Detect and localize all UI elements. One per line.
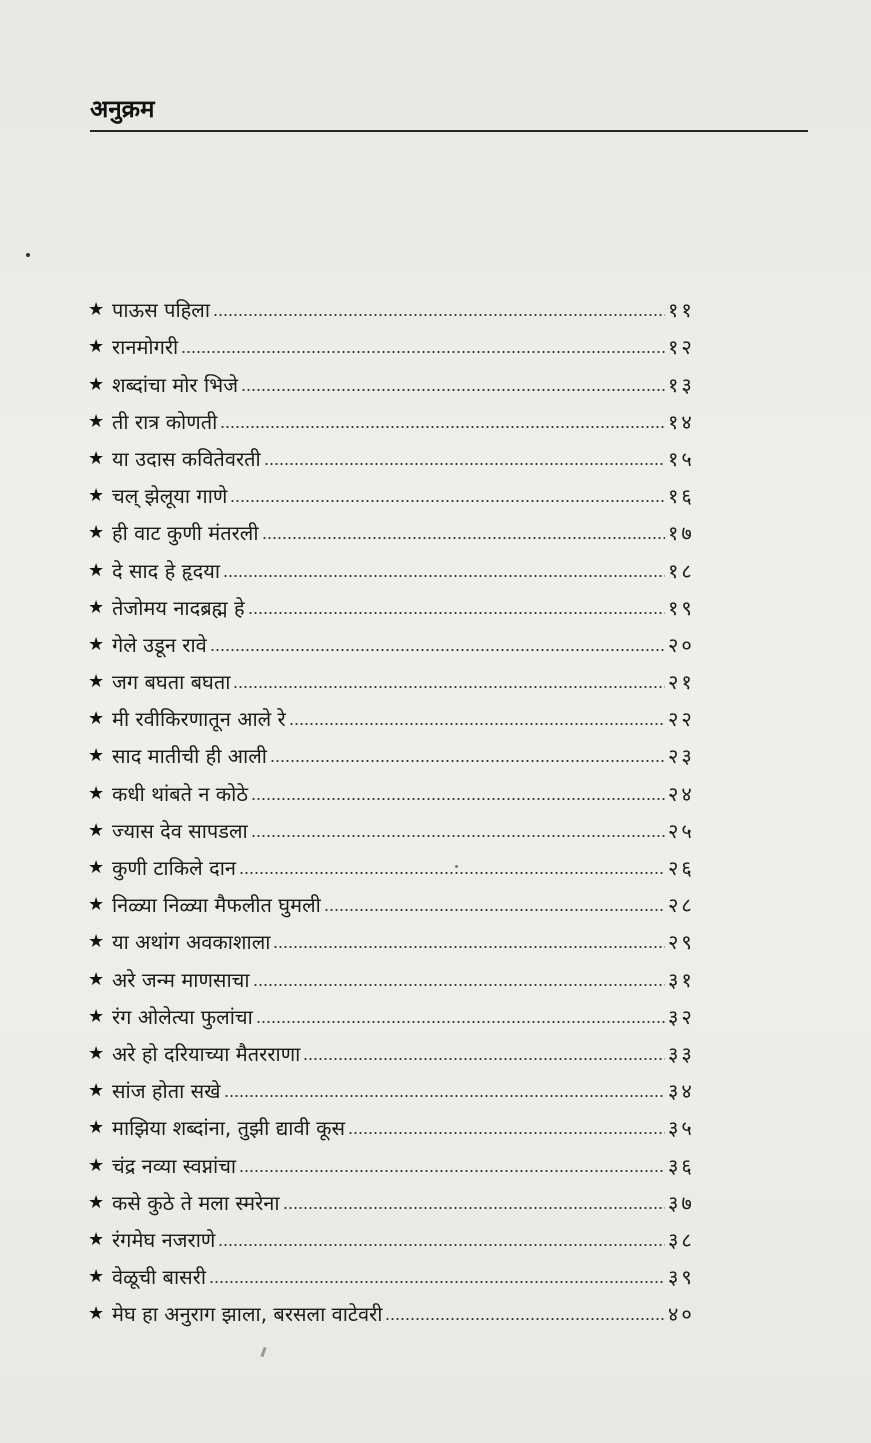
- toc-entry-title: ती रात्र कोणती: [112, 409, 218, 434]
- toc-entry: [88, 546, 712, 583]
- toc-entry-page-number: ३५: [668, 1116, 695, 1141]
- dot-leader: [251, 834, 665, 838]
- toc-entry: [88, 398, 712, 435]
- star-icon: ★: [88, 819, 105, 841]
- dot-leader: [223, 574, 665, 578]
- toc-entry-page-number: १७: [668, 521, 695, 546]
- toc-entry: [88, 1179, 712, 1216]
- toc-entry-title: ही वाट कुणी मंतरली: [112, 521, 259, 546]
- star-icon: ★: [88, 596, 105, 618]
- star-icon: ★: [88, 782, 105, 804]
- dot-leader: [251, 797, 665, 801]
- toc-entry-title: सांज होता सखे: [112, 1079, 221, 1104]
- star-icon: ★: [88, 894, 105, 916]
- toc-entry: [88, 584, 712, 621]
- star-icon: ★: [88, 373, 105, 395]
- dot-leader: [181, 350, 665, 354]
- toc-entry-title: वेळूची बासरी: [112, 1265, 207, 1290]
- toc-entry-page-number: ३८: [668, 1227, 695, 1252]
- dot-leader: [248, 611, 665, 615]
- dot-leader: [239, 1169, 665, 1173]
- toc-entry: [88, 918, 712, 955]
- toc-entry: [88, 1104, 712, 1141]
- toc-entry-title: मी रवीकिरणातून आले रे: [112, 707, 286, 732]
- toc-entry-page-number: १२: [668, 335, 695, 360]
- toc-entry-page-number: २९: [668, 930, 695, 955]
- dot-leader: [273, 945, 665, 949]
- star-icon: ★: [88, 299, 105, 321]
- star-icon: ★: [88, 745, 105, 767]
- print-speck: [260, 1347, 266, 1357]
- toc-entry: [88, 695, 712, 732]
- dot-leader: [241, 388, 665, 392]
- toc-entry-title: साद मातीची ही आली: [112, 744, 267, 769]
- star-icon: ★: [88, 633, 105, 655]
- toc-entry: [88, 360, 712, 397]
- toc-entry-page-number: ११: [668, 298, 695, 323]
- dot-leader: [324, 908, 665, 912]
- toc-entry-title: या उदास कवितेवरती: [112, 446, 261, 471]
- toc-entry-title: रंगमेघ नजराणे: [112, 1227, 216, 1252]
- star-icon: ★: [88, 1117, 105, 1139]
- star-icon: ★: [88, 1154, 105, 1176]
- toc-entry-title: कुणी टाकिले दान: [112, 856, 236, 880]
- dot-leader: [385, 1317, 665, 1321]
- toc-entry: [88, 1141, 712, 1178]
- toc-entry-page-number: ३४: [668, 1079, 695, 1104]
- toc-entry-page-number: २२: [668, 707, 695, 732]
- toc-entry: [88, 509, 712, 546]
- toc-entry-title: अरे हो दरियाच्या मैतरराणा: [112, 1041, 301, 1066]
- dot-leader: [239, 871, 665, 875]
- toc-entry: [88, 472, 712, 509]
- star-icon: ★: [88, 708, 105, 730]
- star-icon: ★: [88, 410, 105, 432]
- star-icon: ★: [88, 559, 105, 581]
- star-icon: ★: [88, 671, 105, 693]
- star-icon: ★: [88, 931, 105, 953]
- toc-entry-title: दे साद हे हृदया: [112, 558, 221, 583]
- toc-entry: [88, 844, 712, 881]
- toc-entry-page-number: १५: [668, 446, 695, 471]
- star-icon: ★: [88, 522, 105, 544]
- toc-entry: [88, 1290, 712, 1327]
- toc-entry-title: मेघ हा अनुराग झाला, बरसला वाटेवरी: [112, 1302, 383, 1327]
- toc-entry-title: कधी थांबते न कोठे: [112, 781, 248, 806]
- page-title: अनुक्रम: [90, 95, 155, 123]
- toc-entry: [88, 435, 712, 472]
- dot-leader: [303, 1057, 665, 1061]
- star-icon: ★: [88, 1228, 105, 1250]
- dot-leader: [264, 462, 665, 466]
- dot-leader: [220, 425, 665, 429]
- toc-entry-page-number: ४०: [668, 1302, 695, 1327]
- star-icon: ★: [88, 968, 105, 990]
- toc-entry-page-number: ३७: [668, 1190, 695, 1215]
- dot-leader: [348, 1131, 665, 1135]
- toc-entry-page-number: २०: [668, 632, 695, 657]
- toc-entry-page-number: ३९: [668, 1265, 695, 1290]
- dot-leader: [256, 1020, 665, 1024]
- toc-entry-title: चल् झेलूया गाणे: [112, 484, 228, 509]
- toc-entry-page-number: ३३: [668, 1041, 695, 1066]
- star-icon: ★: [88, 1303, 105, 1325]
- toc-entry-page-number: १९: [668, 595, 695, 620]
- toc-entry: [88, 1067, 712, 1104]
- toc-entry: [88, 286, 712, 323]
- toc-entry-page-number: ३६: [668, 1153, 695, 1178]
- toc-entry-page-number: ३२: [668, 1004, 695, 1029]
- toc-entry-page-number: १४: [668, 409, 695, 434]
- toc-entry-title: जग बघता बघता: [112, 670, 231, 695]
- dot-leader: [210, 648, 665, 652]
- dot-leader: [253, 983, 665, 987]
- star-icon: ★: [88, 1080, 105, 1102]
- dot-leader: [230, 499, 665, 503]
- toc-entry-page-number: २३: [668, 744, 695, 769]
- star-icon: ★: [88, 447, 105, 469]
- toc-entry: [88, 658, 712, 695]
- star-icon: ★: [88, 1042, 105, 1064]
- toc-entry: [88, 807, 712, 844]
- table-of-contents: [88, 286, 712, 1327]
- toc-entry-page-number: १६: [668, 484, 695, 509]
- toc-entry-title: गेले उडून रावे: [112, 632, 207, 657]
- toc-entry: [88, 732, 712, 769]
- dot-leader: [283, 1206, 665, 1210]
- print-speck: [26, 253, 30, 257]
- toc-entry: [88, 955, 712, 992]
- toc-entry-page-number: १८: [668, 558, 695, 583]
- toc-entry-page-number: २४: [668, 781, 695, 806]
- toc-entry: [88, 1253, 712, 1290]
- star-icon: ★: [88, 336, 105, 358]
- toc-entry-title: निळ्या निळ्या मैफलीत घुमली: [112, 893, 321, 918]
- dot-leader: [289, 722, 665, 726]
- toc-entry-title: चंद्र नव्या स्वप्नांचा: [112, 1153, 237, 1178]
- toc-entry-title: कसे कुठे ते मला स्मरेना: [112, 1190, 280, 1215]
- toc-entry-title: ज्यास देव सापडला: [112, 818, 248, 843]
- toc-entry-title: अरे जन्म माणसाचा: [112, 967, 250, 992]
- star-icon: ★: [88, 1005, 105, 1027]
- toc-entry: [88, 881, 712, 918]
- dot-leader: [209, 1280, 665, 1284]
- dot-leader: [213, 313, 665, 317]
- toc-entry-page-number: ३१: [668, 967, 695, 992]
- dot-leader: [233, 685, 665, 689]
- toc-header: [90, 92, 808, 132]
- toc-entry-page-number: १३: [668, 372, 695, 397]
- dot-leader: [270, 759, 665, 763]
- toc-entry-page-number: २६: [668, 856, 695, 880]
- dot-leader: [218, 1243, 665, 1247]
- toc-entry-page-number: २८: [668, 893, 695, 918]
- dot-leader: [224, 1094, 665, 1098]
- toc-entry-title: या अथांग अवकाशाला: [112, 930, 271, 955]
- star-icon: ★: [88, 857, 105, 878]
- toc-entry: [88, 1216, 712, 1253]
- toc-entry-title: तेजोमय नादब्रह्म हे: [112, 595, 245, 620]
- toc-entry-title: पाऊस पहिला: [112, 298, 211, 323]
- toc-entry-title: रानमोगरी: [112, 335, 179, 360]
- toc-entry: [88, 993, 712, 1030]
- toc-entry: [88, 323, 712, 360]
- star-icon: ★: [88, 1266, 105, 1288]
- star-icon: ★: [88, 485, 105, 507]
- toc-entry-page-number: २१: [668, 670, 695, 695]
- toc-entry-title: माझिया शब्दांना, तुझी द्यावी कूस: [112, 1116, 346, 1141]
- toc-entry-page-number: २५: [668, 818, 695, 843]
- toc-entry-title: रंग ओलेत्या फुलांचा: [112, 1004, 253, 1029]
- toc-entry: [88, 1030, 712, 1067]
- toc-entry: [88, 621, 712, 658]
- star-icon: ★: [88, 1191, 105, 1213]
- toc-entry-title: शब्दांचा मोर भिजे: [112, 372, 239, 397]
- dot-leader: [262, 536, 665, 540]
- toc-entry: [88, 769, 712, 806]
